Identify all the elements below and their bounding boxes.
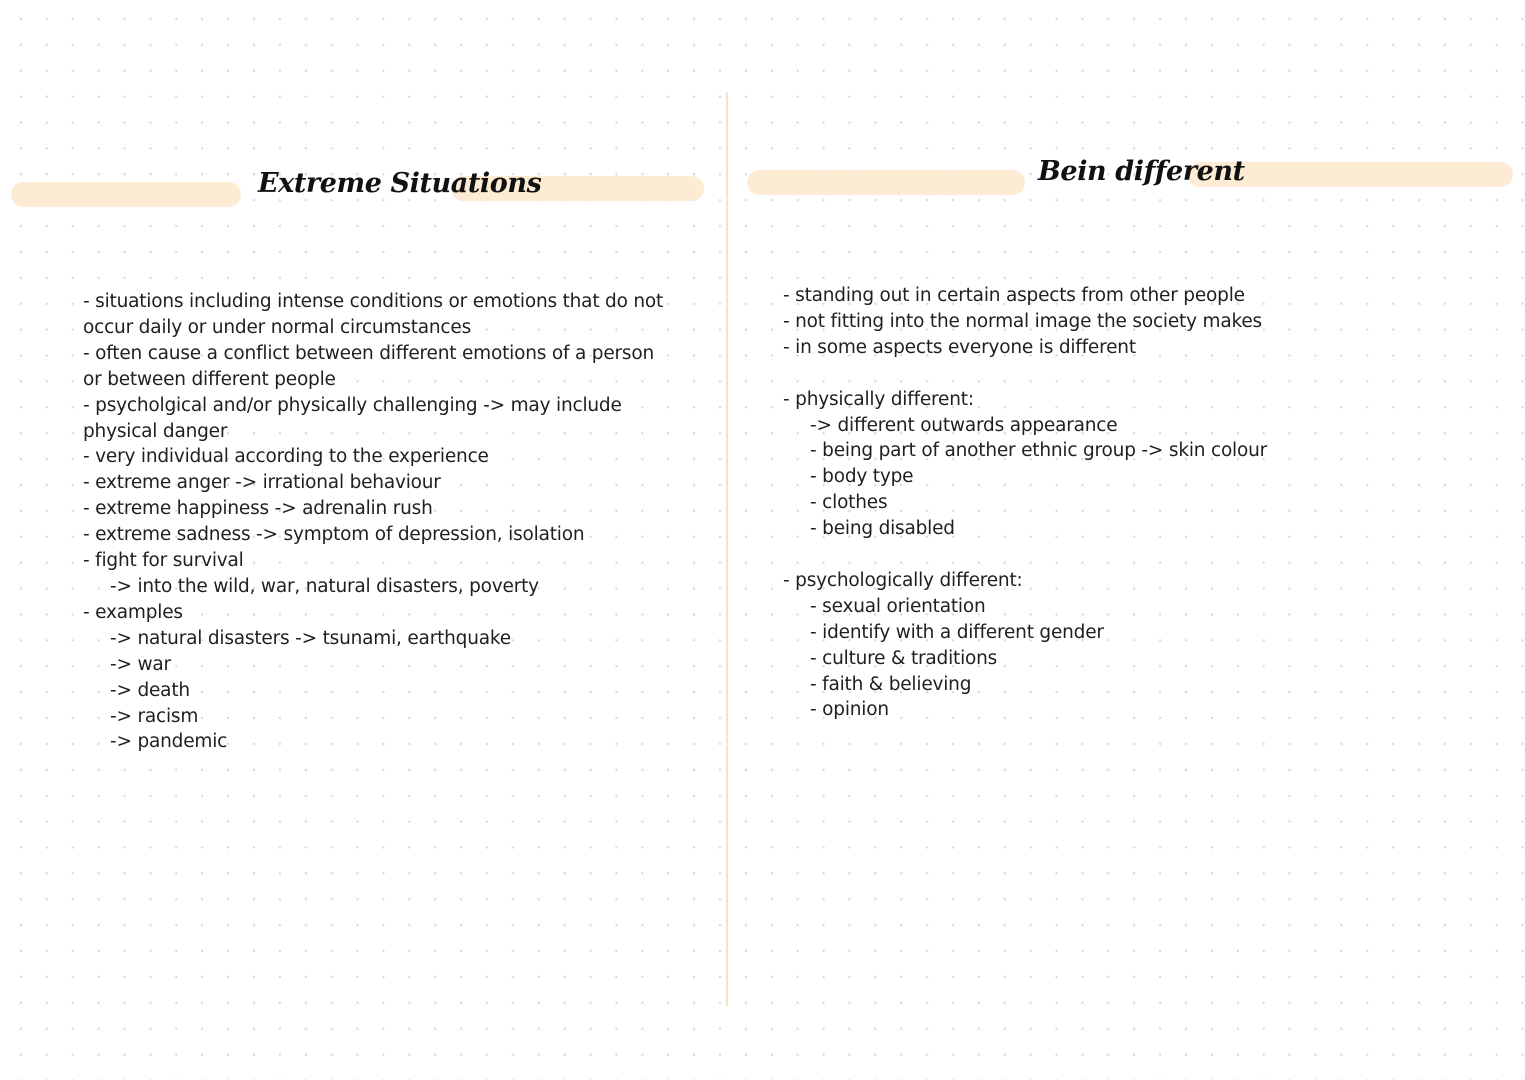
note-line: - not fitting into the normal image the society makes: [783, 310, 1262, 332]
note-subline: - being disabled: [810, 518, 955, 540]
note-subline: - culture & traditions: [810, 647, 998, 669]
note-subline: - identify with a different gender: [810, 621, 1104, 643]
extreme-situations-notes: [83, 289, 663, 755]
note-line: - standing out in certain aspects from other people: [783, 285, 1245, 306]
note-subline: -> death: [110, 679, 190, 701]
note-line: - situations including intense conditions or emotions that do not: [83, 291, 664, 312]
page-title-extreme-situations: Extreme Situations: [258, 168, 542, 199]
blank-line: [783, 361, 1267, 387]
note-subline: - faith & believing: [810, 673, 972, 695]
note-subline: -> natural disasters -> tsunami, earthquake: [110, 627, 511, 649]
note-line: - often cause a conflict between different emotions of a person: [83, 342, 654, 364]
note-line: - extreme sadness -> symptom of depression, isolation: [83, 524, 585, 546]
right-page: [728, 0, 1525, 1080]
note-line: - extreme anger -> irrational behaviour: [83, 472, 441, 494]
note-subline: - being part of another ethnic group -> skin colour: [810, 440, 1268, 462]
note-line: - in some aspects everyone is different: [783, 336, 1136, 358]
note-line: - psychologically different:: [783, 569, 1023, 591]
title-highlight-right-a: [747, 170, 1025, 195]
note-line: - examples: [83, 601, 183, 623]
bein-different-notes: [783, 283, 1267, 723]
note-line: - physically different:: [783, 388, 974, 410]
note-subline: -> different outwards appearance: [810, 414, 1118, 436]
left-page: [0, 0, 726, 1080]
note-line: - very individual according to the experience: [83, 446, 489, 468]
note-subline: - body type: [810, 466, 914, 488]
note-subline: - sexual orientation: [810, 595, 986, 617]
note-subline: -> pandemic: [110, 731, 228, 753]
note-subline: -> racism: [110, 705, 199, 727]
note-line: occur daily or under normal circumstances: [83, 316, 472, 338]
note-subline: - clothes: [810, 492, 888, 514]
page-title-bein-different: Bein different: [1038, 156, 1245, 187]
blank-line: [783, 542, 1267, 568]
note-subline: -> war: [110, 653, 171, 675]
note-subline: -> into the wild, war, natural disasters, poverty: [110, 575, 539, 597]
note-line: or between different people: [83, 368, 336, 390]
note-line: - fight for survival: [83, 550, 244, 572]
note-line: - psycholgical and/or physically challenging -> may include: [83, 394, 622, 416]
title-highlight-left-a: [11, 182, 241, 207]
note-subline: - opinion: [810, 699, 889, 721]
note-line: - extreme happiness -> adrenalin rush: [83, 498, 433, 520]
note-line: physical danger: [83, 420, 228, 442]
